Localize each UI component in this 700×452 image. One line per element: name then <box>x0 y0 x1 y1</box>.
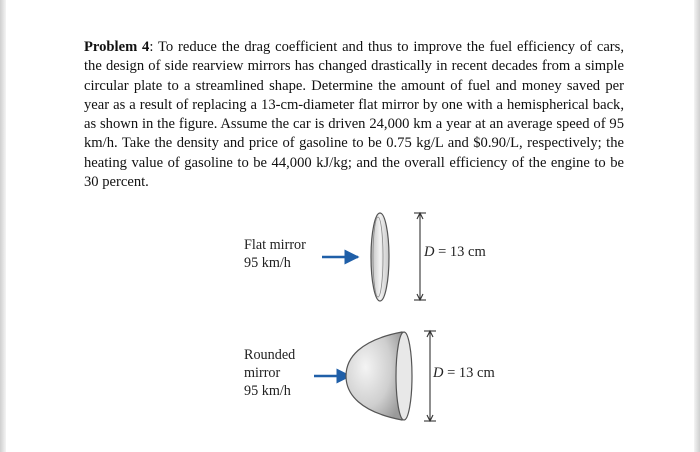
rounded-mirror-shape <box>346 332 412 420</box>
flat-mirror-label-line1: Flat mirror <box>244 237 306 253</box>
rounded-dim-value: = 13 cm <box>443 365 495 381</box>
problem-body: : To reduce the drag coefficient and thus to improve the fuel efficiency of cars, the design of side rearview mirrors has changed drastically in recent decades from a simple circular plate to a streamlined shape. Determine the amount of fuel and money saved per year as a result of replacing a 13-cm-diameter flat mirror by one with a hemispherical back, as shown in the figure. Assume the car is driven 24,000 km a year at an average speed of 95 km/h. Take the density and price of gasoline to be 0.75 kg/L and $0.90/L, respectively; the heating value of gasoline to be 44,000 kJ/kg; and the overall efficiency of the engine to be 30 percent. <box>84 39 624 191</box>
flat-mirror-shape <box>371 213 389 301</box>
rounded-mirror-label-line2: mirror <box>244 365 281 381</box>
rounded-mirror-speed: 95 km/h <box>244 383 291 399</box>
problem-heading: Problem 4 <box>84 39 150 55</box>
flat-mirror-speed: 95 km/h <box>244 255 291 271</box>
flat-dim-symbol: D <box>424 244 435 260</box>
rounded-dim-symbol: D <box>433 365 444 381</box>
rounded-mirror-label-line1: Rounded <box>244 347 296 363</box>
flat-dim-value: = 13 cm <box>434 244 486 260</box>
rounded-dimension-line <box>424 331 436 421</box>
flat-dimension-line <box>414 213 426 300</box>
